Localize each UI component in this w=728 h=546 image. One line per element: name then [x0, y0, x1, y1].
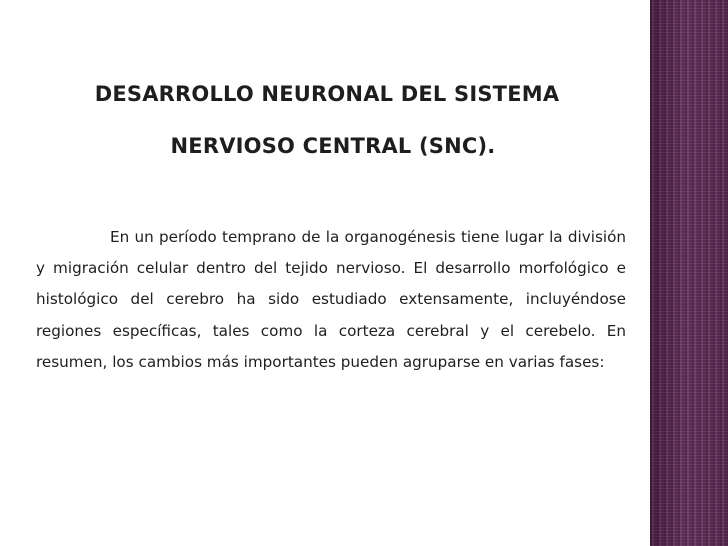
slide-body-text: En un período temprano de la organogénesis tiene lugar la división y migración celular dentro del tejido nervioso. El desarrollo morfológico e histológico del cerebro ha sido estudiado extensamente, incluyéndose regiones específicas, tales como la corteza cerebral y el cerebelo. En resumen, los cambios más importantes pueden agruparse en varias fases:: [36, 228, 626, 371]
decorative-sidebar: [650, 0, 728, 546]
slide-title-line-2: NERVIOSO CENTRAL (SNC).: [170, 134, 496, 158]
slide-title-line-1: DESARROLLO NEURONAL DEL SISTEMA: [94, 82, 560, 106]
